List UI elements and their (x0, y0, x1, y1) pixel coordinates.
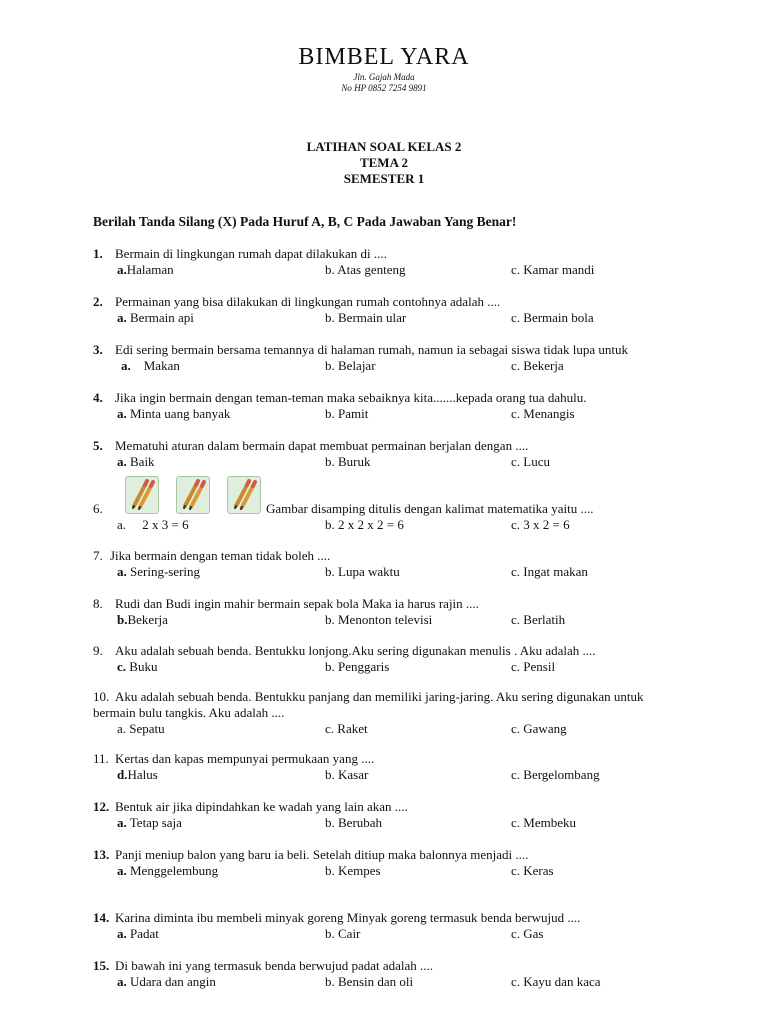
option-c[interactable]: c. Gas (511, 926, 544, 941)
option-c[interactable]: c. Bekerja (511, 358, 564, 373)
option-a[interactable]: a. Menggelembung (117, 863, 219, 878)
question-text: Permainan yang bisa dilakukan di lingkungan rumah contohnya adalah .... (115, 294, 501, 309)
option-a[interactable]: a. Padat (117, 926, 159, 941)
question-text: Kertas dan kapas mempunyai permukaan yang .... (115, 751, 375, 766)
question-number: 15. (93, 958, 110, 973)
question-number: 6. (93, 501, 103, 516)
option-c[interactable]: c. Lucu (511, 454, 550, 469)
question-text: Mematuhi aturan dalam bermain dapat membuat permainan berjalan dengan .... (115, 438, 529, 453)
option-a[interactable]: a. Sering-sering (117, 564, 201, 579)
question-text: Bermain di lingkungan rumah dapat dilakukan di .... (115, 246, 387, 261)
question-7 (93, 548, 733, 580)
question-number: 1. (93, 246, 103, 261)
question-2 (93, 294, 733, 326)
option-a[interactable]: a. Minta uang banyak (117, 406, 231, 421)
option-c[interactable]: c. Menangis (511, 406, 575, 421)
option-a[interactable]: b.Bekerja (117, 612, 168, 627)
question-text: Aku adalah sebuah benda. Bentukku lonjong.Aku sering digunakan menulis . Aku adalah .... (115, 643, 596, 658)
option-b[interactable]: b. Buruk (325, 454, 371, 469)
question-number: 11. (93, 751, 109, 766)
option-c[interactable]: c. Bergelombang (511, 767, 600, 782)
question-text: Edi sering bermain bersama temannya di halaman rumah, namun ia sebagai siswa tidak lupa untuk (115, 342, 628, 357)
question-15 (93, 958, 733, 990)
option-b[interactable]: b. Bermain ular (325, 310, 407, 325)
question-11 (93, 751, 733, 783)
question-5 (93, 438, 733, 470)
option-a[interactable]: a. 2 x 3 = 6 (117, 517, 189, 532)
question-text: Di bawah ini yang termasuk benda berwujud padat adalah .... (115, 958, 434, 973)
question-10 (93, 689, 733, 737)
option-a[interactable]: a. Udara dan angin (117, 974, 216, 989)
option-b[interactable]: b. Menonton televisi (325, 612, 433, 627)
option-b[interactable]: b. 2 x 2 x 2 = 6 (325, 517, 404, 532)
option-b[interactable]: b. Kasar (325, 767, 369, 782)
option-a[interactable]: d.Halus (117, 767, 158, 782)
option-a[interactable]: a. Sepatu (117, 721, 165, 736)
option-a[interactable]: a. Tetap saja (117, 815, 182, 830)
option-b[interactable]: b. Belajar (325, 358, 376, 373)
question-text: Jika bermain dengan teman tidak boleh .... (110, 548, 331, 563)
question-number: 14. (93, 910, 110, 925)
option-b[interactable]: b. Pamit (325, 406, 369, 421)
theme-label: TEMA 2 (359, 155, 409, 170)
option-c[interactable]: c. Keras (511, 863, 554, 878)
option-a[interactable]: a.Halaman (117, 262, 174, 277)
question-number: 9. (93, 643, 103, 658)
option-c[interactable]: c. Kamar mandi (511, 262, 595, 277)
question-number: 3. (93, 342, 103, 357)
question-number: 4. (93, 390, 103, 405)
question-4 (93, 390, 733, 422)
semester-label: SEMESTER 1 (343, 171, 425, 186)
question-text: Gambar disamping ditulis dengan kalimat matematika yaitu .... (266, 501, 594, 516)
question-text-continued: bermain bulu tangkis. Aku adalah .... (93, 705, 285, 720)
question-9 (93, 643, 733, 675)
phone-line: No HP 0852 7254 9891 (341, 83, 427, 93)
question-number: 12. (93, 799, 110, 814)
question-13 (93, 847, 733, 879)
question-text: Jika ingin bermain dengan teman-teman maka sebaiknya kita.......kepada orang tua dahulu. (115, 390, 587, 405)
doc-title: BIMBEL YARA (298, 44, 470, 70)
option-c[interactable]: c. Pensil (511, 659, 556, 674)
question-8 (93, 596, 733, 628)
option-b[interactable]: b. Bensin dan oli (325, 974, 414, 989)
question-number: 8. (93, 596, 103, 611)
question-text: Aku adalah sebuah benda. Bentukku panjang dan memiliki jaring-jaring. Aku sering digunakan untuk (115, 689, 644, 704)
option-a[interactable]: a. Bermain api (117, 310, 194, 325)
option-b[interactable]: b. Atas genteng (325, 262, 406, 277)
question-number: 7. (93, 548, 103, 563)
option-b[interactable]: c. Raket (325, 721, 368, 736)
option-a[interactable]: a. Makan (121, 358, 180, 373)
option-a[interactable]: c. Buku (117, 659, 158, 674)
address-line: Jln. Gajah Mada (353, 72, 415, 82)
question-number: 13. (93, 847, 110, 862)
option-c[interactable]: c. Gawang (511, 721, 567, 736)
question-1 (93, 246, 733, 278)
question-3 (93, 342, 733, 374)
instruction-text: Berilah Tanda Silang (X) Pada Huruf A, B, C Pada Jawaban Yang Benar! (93, 214, 517, 229)
question-12 (93, 799, 733, 831)
question-number: 10. (93, 689, 110, 704)
option-c[interactable]: c. Ingat makan (511, 564, 588, 579)
option-c[interactable]: c. Berlatih (511, 612, 566, 627)
question-text: Karina diminta ibu membeli minyak goreng Minyak goreng termasuk benda berwujud .... (115, 910, 581, 925)
option-b[interactable]: b. Penggaris (325, 659, 390, 674)
question-text: Bentuk air jika dipindahkan ke wadah yang lain akan .... (115, 799, 408, 814)
question-number: 2. (93, 294, 103, 309)
option-a[interactable]: a. Baik (117, 454, 155, 469)
option-c[interactable]: c. 3 x 2 = 6 (511, 517, 570, 532)
question-text: Panji meniup balon yang baru ia beli. Setelah ditiup maka balonnya menjadi .... (115, 847, 529, 862)
question-text: Rudi dan Budi ingin mahir bermain sepak bola Maka ia harus rajin .... (115, 596, 479, 611)
option-b[interactable]: b. Kempes (325, 863, 381, 878)
option-c[interactable]: c. Kayu dan kaca (511, 974, 601, 989)
option-b[interactable]: b. Berubah (325, 815, 383, 830)
worksheet-title: LATIHAN SOAL KELAS 2 (306, 139, 462, 154)
question-number: 5. (93, 438, 103, 453)
question-6 (93, 501, 733, 533)
option-c[interactable]: c. Bermain bola (511, 310, 594, 325)
option-b[interactable]: b. Lupa waktu (325, 564, 400, 579)
option-c[interactable]: c. Membeku (511, 815, 576, 830)
question-14 (93, 910, 733, 942)
option-b[interactable]: b. Cair (325, 926, 361, 941)
